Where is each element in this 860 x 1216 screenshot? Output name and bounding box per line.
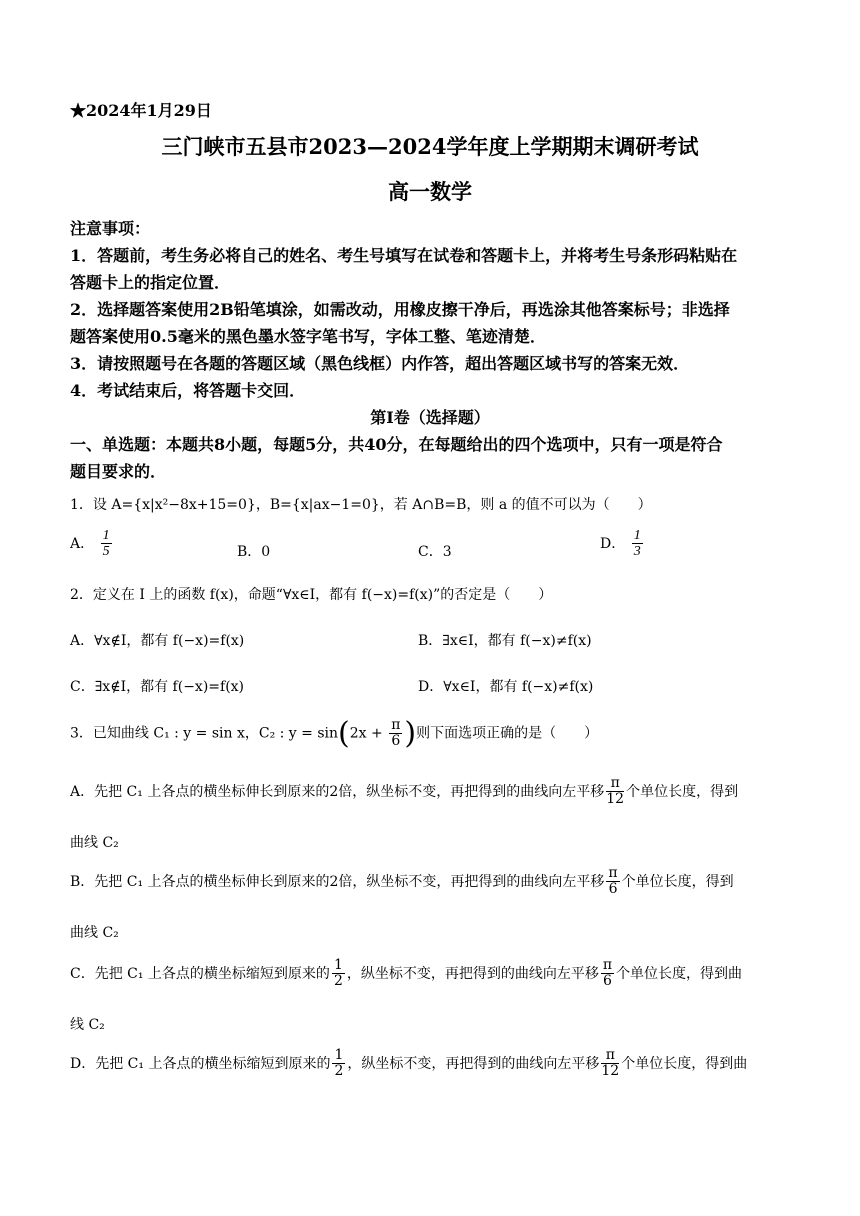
option-text: 个单位长度，得到 bbox=[626, 783, 739, 800]
fraction-denominator: 3 bbox=[633, 544, 641, 560]
q1-option-d bbox=[600, 528, 645, 560]
fraction-denominator: 6 bbox=[391, 733, 401, 749]
q2-stem: 2．定义在 I 上的函数 f(x)，命题“∀x∈I，都有 f(−x)=f(x)”的否定是（ ） bbox=[70, 587, 553, 603]
q3-option-a-line2: 曲线 C₂ bbox=[70, 835, 119, 851]
fraction-denominator: 12 bbox=[606, 791, 625, 808]
q3-option-b-line1 bbox=[70, 866, 734, 898]
q3-option-b-line2: 曲线 C₂ bbox=[70, 925, 119, 941]
exam-date: ★2024年1月29日 bbox=[70, 101, 212, 120]
q1-option-c: C．3 bbox=[418, 544, 452, 560]
section-intro-a: 一、单选题：本题共8小题，每题5分，共40分，在每题给出的四个选项中，只有一项是符合 bbox=[70, 435, 723, 454]
q1-option-a bbox=[70, 528, 114, 560]
section-intro-b: 题目要求的． bbox=[70, 462, 167, 481]
q3-stem: 3．已知曲线 C₁ : y = sin x，C₂ : y = sin(2x + $\frac{\pi}{6}$ )则下面选项正确的是（ ） bbox=[70, 716, 599, 751]
q2-option-b: B．∃x∈I，都有 f(−x)≠f(x) bbox=[418, 633, 592, 649]
fraction-numerator: π bbox=[391, 716, 401, 733]
notice-item-1b: 答题卡上的指定位置． bbox=[70, 273, 231, 292]
q3-stem-argument: 2x + bbox=[349, 725, 383, 742]
fraction-denominator: 2 bbox=[334, 1063, 344, 1080]
option-text: 个单位长度，得到曲 bbox=[621, 1055, 748, 1072]
notice-item-4: 4．考试结束后，将答题卡交回． bbox=[70, 381, 306, 400]
option-text: B．先把 C₁ 上各点的横坐标伸长到原来的2倍，纵坐标不变，再把得到的曲线向左平移 bbox=[70, 873, 605, 890]
option-label: A． bbox=[70, 535, 95, 552]
fraction-denominator: 6 bbox=[603, 973, 612, 990]
option-text: D．先把 C₁ 上各点的横坐标缩短到原来的 bbox=[70, 1055, 331, 1072]
fraction-numerator: π bbox=[608, 865, 618, 881]
notice-item-1a: 1．答题前，考生务必将自己的姓名、考生号填写在试卷和答题卡上，并将考生号条形码粘贴在 bbox=[70, 246, 738, 265]
fraction-numerator: π bbox=[606, 776, 624, 792]
q3-stem-tail: 则下面选项正确的是（ ） bbox=[416, 725, 599, 742]
fraction-numerator: π bbox=[602, 957, 613, 973]
fraction-denominator: 12 bbox=[601, 1063, 620, 1080]
fraction-numerator: 1 bbox=[334, 1047, 344, 1063]
exam-subject: 高一数学 bbox=[388, 179, 472, 204]
option-text: 个单位长度，得到曲 bbox=[616, 965, 743, 982]
notice-item-2b: 题答案使用0.5毫米的黑色墨水签字笔书写，字体工整、笔迹清楚． bbox=[70, 327, 546, 346]
option-text: ，纵坐标不变，再把得到的曲线向左平移 bbox=[346, 965, 599, 982]
notice-item-3: 3．请按照题号在各题的答题区域（黑色线框）内作答，超出答题区域书写的答案无效． bbox=[70, 354, 690, 373]
fraction-denominator: 2 bbox=[333, 973, 343, 990]
q3-stem-part: 3．已知曲线 C₁ : y = sin x，C₂ : y = sin bbox=[70, 725, 339, 742]
fraction-numerator: 1 bbox=[333, 957, 343, 973]
option-text: 个单位长度，得到 bbox=[621, 873, 734, 890]
exam-title: 三门峡市五县市2023—2024学年度上学期期末调研考试 bbox=[161, 134, 699, 159]
q1-option-b: B．0 bbox=[237, 544, 271, 560]
fraction-numerator: 1 bbox=[633, 528, 641, 543]
part-title: 第Ⅰ卷（选择题） bbox=[370, 408, 490, 427]
q1-stem: 1．设 A={x|x²−8x+15=0}，B={x|ax−1=0}，若 A∩B=B，则 a 的值不可以为（ ） bbox=[70, 497, 652, 513]
q2-option-c: C．∃x∉I，都有 f(−x)=f(x) bbox=[70, 679, 245, 695]
fraction-denominator: 5 bbox=[102, 544, 110, 560]
notice-heading: 注意事项： bbox=[70, 219, 151, 238]
q2-option-a: A．∀x∉I，都有 f(−x)=f(x) bbox=[70, 633, 245, 649]
q3-option-d-line1 bbox=[70, 1048, 747, 1080]
fraction-denominator: 6 bbox=[608, 881, 618, 898]
option-text: C．先把 C₁ 上各点的横坐标缩短到原来的 bbox=[70, 965, 330, 982]
option-label: D． bbox=[600, 535, 626, 552]
option-text: A．先把 C₁ 上各点的横坐标伸长到原来的2倍，纵坐标不变，再把得到的曲线向左平移 bbox=[70, 783, 605, 800]
fraction-numerator: π bbox=[601, 1048, 619, 1064]
option-text: ，纵坐标不变，再把得到的曲线向左平移 bbox=[347, 1055, 600, 1072]
notice-item-2a: 2．选择题答案使用2B铅笔填涂，如需改动，用橡皮擦干净后，再选涂其他答案标号；非选择 bbox=[70, 300, 730, 319]
q2-option-d: D．∀x∈I，都有 f(−x)≠f(x) bbox=[418, 679, 594, 695]
q3-option-c-line2: 线 C₂ bbox=[70, 1017, 105, 1033]
q3-option-c-line1 bbox=[70, 958, 742, 990]
fraction-numerator: 1 bbox=[102, 528, 110, 543]
q3-option-a-line1 bbox=[70, 776, 738, 808]
